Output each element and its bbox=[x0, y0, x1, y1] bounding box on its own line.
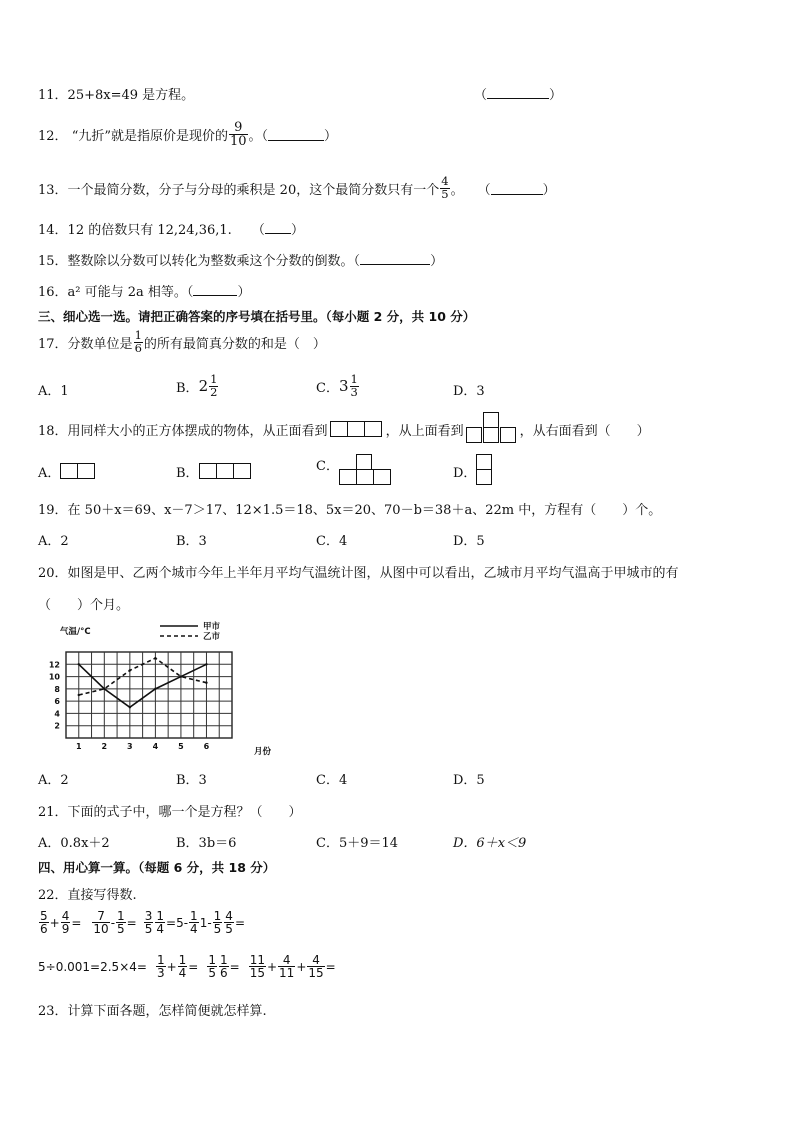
option-20-d[interactable]: D．5 bbox=[453, 773, 485, 788]
answer-slot[interactable]: = bbox=[188, 959, 199, 974]
answer-slot[interactable]: 5÷0.001= bbox=[38, 959, 101, 974]
option-17-c[interactable]: C． 3 $\frac{1}{3}$ bbox=[316, 372, 358, 399]
answer-blank-11[interactable]: （ ） bbox=[474, 88, 563, 103]
option-17-a[interactable]: A．1 bbox=[38, 384, 69, 399]
option-17-b[interactable]: B． 2 $\frac{1}{2}$ bbox=[176, 372, 218, 399]
option-20-c[interactable]: C．4 bbox=[316, 773, 348, 788]
y-tick-label: 6 bbox=[54, 697, 60, 707]
legend-label-1: 甲市 bbox=[203, 622, 221, 632]
fraction: $\frac{4}{5}$ bbox=[441, 174, 449, 201]
temperature-line-chart bbox=[40, 620, 290, 760]
option-20-b[interactable]: B．3 bbox=[176, 773, 207, 788]
option-19-a[interactable]: A．2 bbox=[38, 534, 69, 549]
y-tick-label: 8 bbox=[54, 684, 60, 694]
answer-slot[interactable]: = bbox=[325, 959, 336, 974]
data-point bbox=[154, 657, 156, 659]
answer-slot[interactable]: = bbox=[229, 959, 240, 974]
front-view-figure bbox=[330, 420, 384, 438]
calc-row-2: 5÷0.001= 2.5×4= $\frac{1}{3}$ + $\frac{1}{4}$ = $\frac{1}{5}$ $\frac{1}{6}$ = $\frac{11}{15}$ + $\frac{4}{11}$ + $\frac{4}{15}$ = bbox=[38, 953, 336, 980]
question-21: 21．下面的式子中，哪一个是方程？（ ） bbox=[38, 805, 302, 820]
option-20-a[interactable]: A．2 bbox=[38, 773, 69, 788]
data-point bbox=[205, 682, 207, 684]
answer-blank-14[interactable] bbox=[265, 221, 291, 234]
option-18-d[interactable]: D． bbox=[453, 454, 494, 488]
answer-blank-13[interactable] bbox=[491, 182, 543, 195]
option-21-a[interactable]: A．0.8x＋2 bbox=[38, 836, 110, 851]
question-22: 22．直接写得数. bbox=[38, 888, 137, 903]
data-point bbox=[78, 663, 80, 665]
answer-slot[interactable]: 2.5×4= bbox=[100, 959, 147, 974]
x-tick-label: 1 bbox=[75, 742, 82, 751]
option-19-c[interactable]: C．4 bbox=[316, 534, 348, 549]
option-18-a[interactable]: A． bbox=[38, 462, 96, 481]
option-19-d[interactable]: D．5 bbox=[453, 534, 485, 549]
question-18: 18． 用同样大小的正方体摆成的物体，从正面看到 ，从上面看到 ，从右面看到（ ） bbox=[38, 412, 650, 446]
option-18-c[interactable]: C． bbox=[316, 454, 393, 488]
x-axis-label: 月份 bbox=[254, 747, 272, 757]
data-point bbox=[103, 688, 105, 690]
option-21-d[interactable]: D．6＋x＜9 bbox=[453, 836, 527, 851]
x-tick-label: 5 bbox=[178, 742, 184, 751]
question-19: 19．在 50＋x＝69、x－7＞17、12×1.5＝18、5x＝20、70－b＝38＋a、22m 中，方程有（ ）个。 bbox=[38, 503, 662, 518]
y-tick-label: 4 bbox=[54, 709, 60, 719]
figure-d bbox=[476, 454, 494, 488]
y-tick-label: 2 bbox=[54, 721, 60, 731]
figure-b bbox=[199, 463, 253, 480]
answer-blank-12[interactable] bbox=[268, 128, 324, 141]
data-point bbox=[129, 669, 131, 671]
option-21-b[interactable]: B．3b＝6 bbox=[176, 836, 237, 851]
data-point bbox=[205, 663, 207, 665]
data-point bbox=[154, 688, 156, 690]
question-20: 20．如图是甲、乙两个城市今年上半年月平均气温统计图，从图中可以看出，乙城市月平均气温高于甲城市的有 bbox=[38, 566, 679, 581]
answer-slot[interactable]: = bbox=[71, 915, 82, 930]
data-point bbox=[129, 706, 131, 708]
top-view-figure bbox=[466, 412, 518, 446]
question-12: 12． “九折”就是指原价是现价的 $\frac{9}{10}$ 。（ ） bbox=[38, 120, 338, 149]
figure-c bbox=[339, 454, 393, 488]
data-point bbox=[180, 675, 182, 677]
section-3-title: 三、细心选一选。请把正确答案的序号填在括号里。（每小题 2 分，共 10 分） bbox=[38, 309, 476, 324]
legend-label-2: 乙市 bbox=[203, 632, 221, 642]
option-17-d[interactable]: D．3 bbox=[453, 384, 485, 399]
data-point bbox=[78, 694, 80, 696]
question-11: 11．25+8x=49 是方程。 bbox=[38, 88, 195, 103]
x-tick-label: 3 bbox=[127, 742, 133, 751]
answer-slot[interactable]: = bbox=[126, 915, 137, 930]
y-tick-label: 10 bbox=[48, 672, 60, 682]
answer-slot[interactable]: = bbox=[234, 915, 245, 930]
x-tick-label: 4 bbox=[152, 742, 159, 751]
y-axis-label: 气温/°C bbox=[60, 627, 91, 637]
answer-slot[interactable]: = bbox=[166, 915, 177, 930]
question-15: 15．整数除以分数可以转化为整数乘这个分数的倒数。（ ） bbox=[38, 254, 444, 269]
answer-blank-15[interactable] bbox=[360, 252, 430, 265]
option-21-c[interactable]: C．5＋9＝14 bbox=[316, 836, 399, 851]
y-tick-label: 12 bbox=[48, 660, 60, 670]
option-18-b[interactable]: B． bbox=[176, 462, 253, 481]
section-4-title: 四、用心算一算。（每题 6 分，共 18 分） bbox=[38, 860, 276, 875]
question-17: 17． 分数单位是 $\frac{1}{6}$ 的所有最简真分数的和是（ ） bbox=[38, 328, 326, 355]
question-23: 23．计算下面各题，怎样简便就怎样算. bbox=[38, 1004, 267, 1019]
question-13: 13． 一个最简分数，分子与分母的乘积是 20，这个最简分数只有一个 $\frac{4}{5}$ 。 （ ） bbox=[38, 174, 556, 201]
figure-a bbox=[60, 463, 96, 480]
answer-blank-16[interactable] bbox=[193, 283, 237, 296]
calc-row-1: $\frac{5}{6}$ + $\frac{4}{9}$ = $\frac{7}{10}$ - $\frac{1}{5}$ = $\frac{3}{5}$ $\frac{1}{4}$ = 5- $\frac{1}{4}$ 1- $\frac{1}{5}$ $\frac{4}{5}$ = bbox=[40, 909, 245, 936]
question-16: 16．a² 可能与 2a 相等。（ ） bbox=[38, 285, 251, 300]
x-tick-label: 2 bbox=[101, 742, 108, 751]
fraction: $\frac{9}{10}$ bbox=[229, 120, 247, 149]
question-20-cont: （ ）个月。 bbox=[38, 598, 130, 613]
question-14: 14．12 的倍数只有 12,24,36,1. （ ） bbox=[38, 223, 304, 238]
fraction: $\frac{1}{6}$ bbox=[134, 328, 142, 355]
x-tick-label: 6 bbox=[203, 742, 210, 751]
option-19-b[interactable]: B．3 bbox=[176, 534, 207, 549]
